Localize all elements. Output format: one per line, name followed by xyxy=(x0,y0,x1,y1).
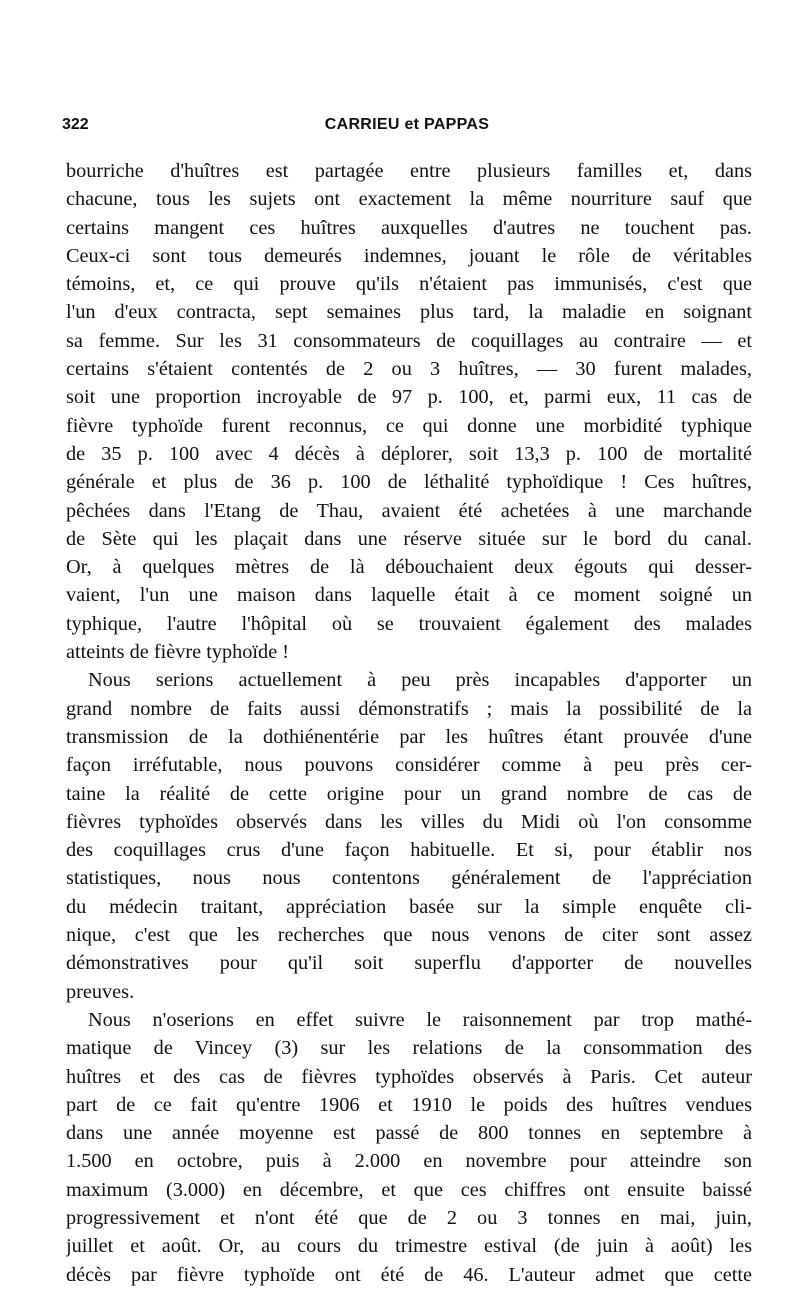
body-text xyxy=(66,157,752,1289)
text-line: Or, à quelques mètres de là débouchaient deux égouts qui desser- xyxy=(66,556,752,579)
text-line: taine la réalité de cette origine pour un grand nombre de cas de xyxy=(66,782,752,805)
text-line: chacune, tous les sujets ont exactement la même nourriture sauf que xyxy=(66,188,752,211)
running-title: CARRIEU et PAPPAS xyxy=(324,116,490,133)
text-line: de Sète qui les plaçait dans une réserve située sur le bord du canal. xyxy=(66,527,752,550)
text-line: 1.500 en octobre, puis à 2.000 en novembre pour atteindre son xyxy=(66,1150,752,1173)
text-line: matique de Vincey (3) sur les relations de la consommation des xyxy=(66,1037,752,1060)
text-line: huîtres et des cas de fièvres typhoïdes observés à Paris. Cet auteur xyxy=(66,1065,752,1088)
text-line: maximum (3.000) en décembre, et que ces chiffres ont ensuite baissé xyxy=(66,1178,752,1201)
text-line: l'un d'eux contracta, sept semaines plus tard, la maladie en soignant xyxy=(66,301,752,324)
text-line: transmission de la dothiénentérie par les huîtres étant prouvée d'une xyxy=(66,725,752,748)
page-number: 322 xyxy=(62,116,89,133)
text-line: progressivement et n'ont été que de 2 ou 3 tonnes en mai, juin, xyxy=(66,1206,752,1229)
text-line: juillet et août. Or, au cours du trimestre estival (de juin à août) les xyxy=(66,1235,752,1258)
text-line: décès par fièvre typhoïde ont été de 46. L'auteur admet que cette xyxy=(66,1263,752,1286)
text-line: certains s'étaient contentés de 2 ou 3 huîtres, — 30 furent malades, xyxy=(66,358,752,381)
text-line: atteints de fièvre typhoïde ! xyxy=(66,641,290,664)
text-line: statistiques, nous nous contentons généralement de l'appréciation xyxy=(66,867,752,890)
text-line: de 35 p. 100 avec 4 décès à déplorer, soit 13,3 p. 100 de mortalité xyxy=(66,442,752,465)
text-line: fièvre typhoïde furent reconnus, ce qui donne une morbidité typhique xyxy=(66,414,752,437)
text-line: du médecin traitant, appréciation basée sur la simple enquête cli- xyxy=(66,895,752,918)
text-line: façon irréfutable, nous pouvons considérer comme à peu près cer- xyxy=(66,754,752,777)
text-line: témoins, et, ce qui prouve qu'ils n'étaient pas immunisés, c'est que xyxy=(66,273,752,296)
text-line: part de ce fait qu'entre 1906 et 1910 le poids des huîtres vendues xyxy=(66,1093,752,1116)
text-line: vaient, l'un une maison dans laquelle était à ce moment soigné un xyxy=(66,584,752,607)
text-line: grand nombre de faits aussi démonstratifs ; mais la possibilité de la xyxy=(66,697,752,720)
text-line: générale et plus de 36 p. 100 de léthalité typhoïdique ! Ces huîtres, xyxy=(66,471,752,494)
text-line: preuves. xyxy=(66,980,135,1003)
text-line: Ceux-ci sont tous demeurés indemnes, jouant le rôle de véritables xyxy=(66,244,752,267)
text-line: typhique, l'autre l'hôpital où se trouvaient également des malades xyxy=(66,612,752,635)
text-line: fièvres typhoïdes observés dans les villes du Midi où l'on consomme xyxy=(66,810,752,833)
text-line: dans une année moyenne est passé de 800 tonnes en septembre à xyxy=(66,1122,752,1145)
text-line: nique, c'est que les recherches que nous venons de citer sont assez xyxy=(66,924,752,947)
text-line: démonstratives pour qu'il soit superflu d'apporter de nouvelles xyxy=(66,952,752,975)
text-line: sa femme. Sur les 31 consommateurs de coquillages au contraire — et xyxy=(66,329,752,352)
page-header xyxy=(62,116,752,140)
text-line: certains mangent ces huîtres auxquelles d'autres ne touchent pas. xyxy=(66,216,752,239)
text-line: soit une proportion incroyable de 97 p. 100, et, parmi eux, 11 cas de xyxy=(66,386,752,409)
text-line: bourriche d'huîtres est partagée entre plusieurs familles et, dans xyxy=(66,160,752,182)
text-line: Nous n'oserions en effet suivre le raisonnement par trop mathé- xyxy=(88,1008,752,1031)
text-line: des coquillages crus d'une façon habituelle. Et si, pour établir nos xyxy=(66,839,752,862)
text-line: pêchées dans l'Etang de Thau, avaient été achetées à une marchande xyxy=(66,499,752,522)
text-line: Nous serions actuellement à peu près incapables d'apporter un xyxy=(88,669,752,692)
